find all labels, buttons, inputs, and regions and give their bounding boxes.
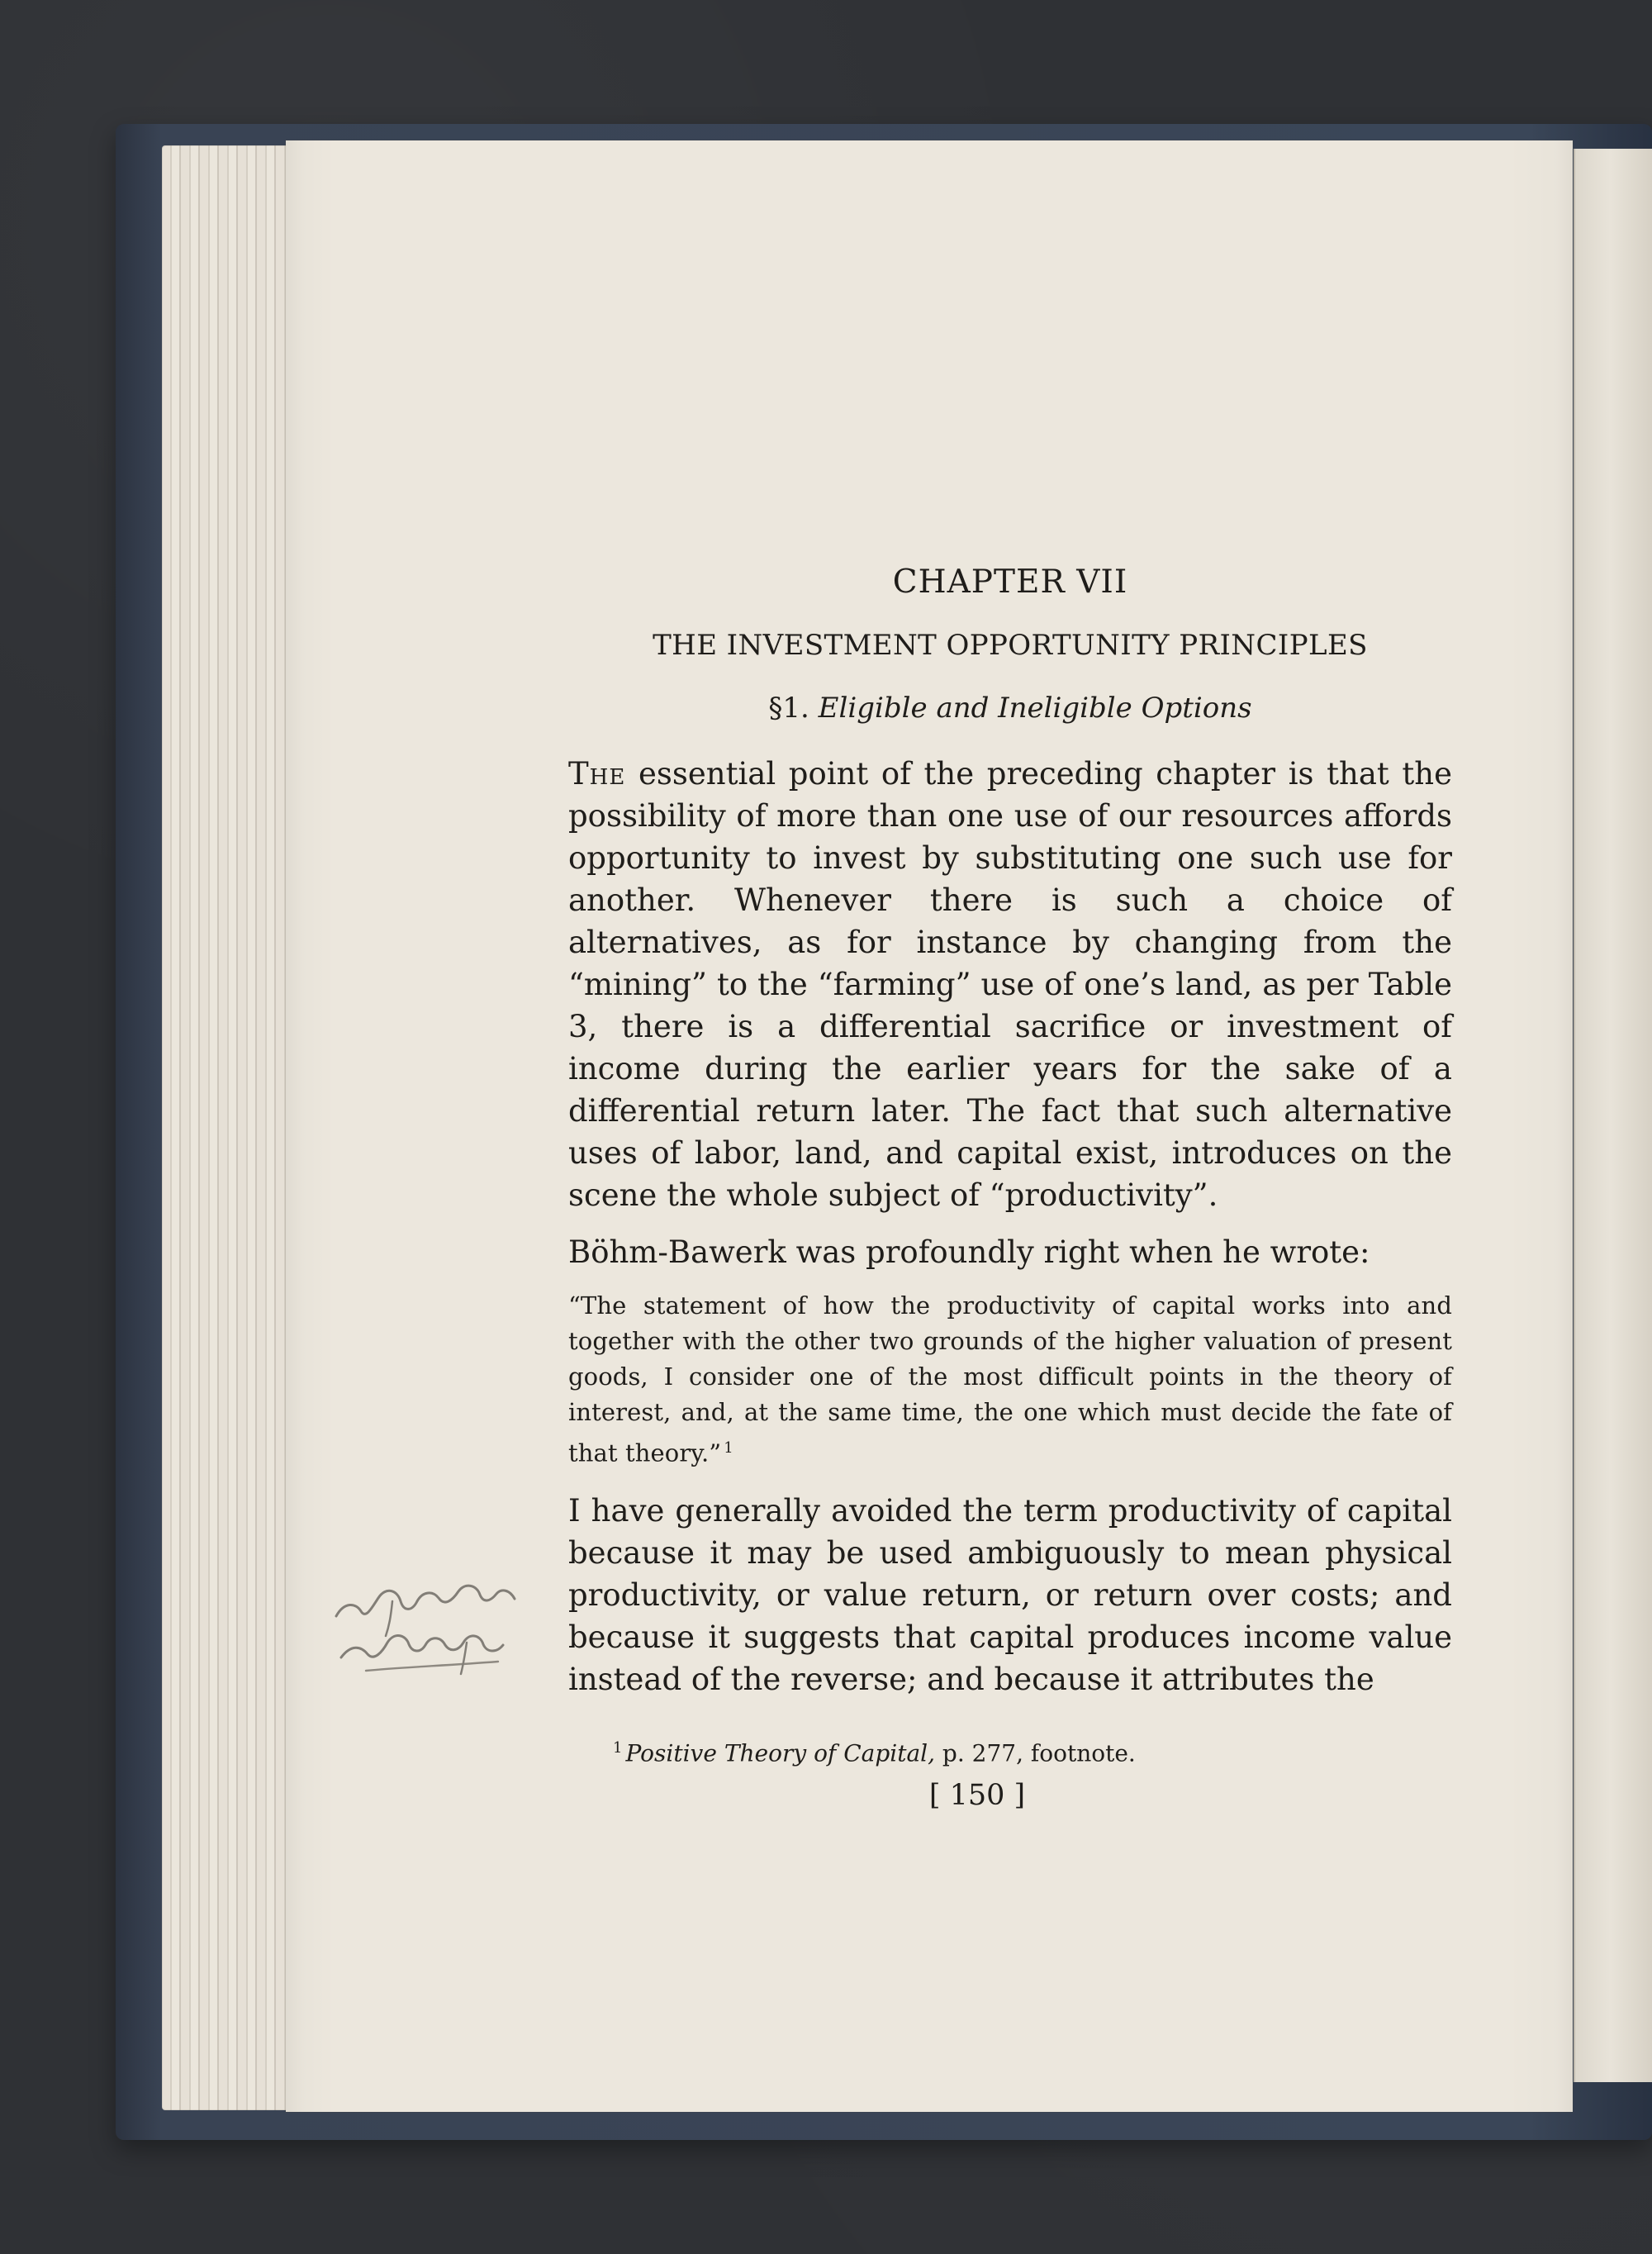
quotation-footnote-reference: 1: [724, 1439, 733, 1457]
annotation-underline: [366, 1662, 498, 1671]
annotation-stroke-2: [341, 1636, 503, 1657]
annotation-descender-2: [461, 1643, 467, 1674]
right-page-edge: [1574, 149, 1652, 2082]
paragraph-2: Böhm-Bawerk was profoundly right when he wrote:: [568, 1234, 1370, 1270]
show-through-line: [1116, 438, 1652, 478]
quotation-text: “The statement of how the productivity of capital works into and together with the other two grounds of the higher valuation of present goods, I consider one of the most difficult points in the theory of interest, and, at the same time, the one which must decide the fate of that theory.”: [568, 1291, 1452, 1467]
paragraph-3: I have generally avoided the term productivity of capital because it may be used ambiguously to mean physical productivity, or value return, or return over costs; and because it suggests that capital produces income value instead of the reverse; and because it attributes the: [568, 1492, 1452, 1697]
section-title: Eligible and Ineligible Options: [818, 692, 1252, 725]
page-content: [568, 564, 1452, 1700]
quotation-block: [568, 1288, 1452, 1472]
footnote: [613, 1739, 1439, 1767]
chapter-subtitle: THE INVESTMENT OPPORTUNITY PRINCIPLES: [653, 629, 1368, 662]
page-number: [ 150 ]: [928, 1779, 1026, 1812]
annotation-descender-1: [386, 1601, 392, 1636]
section-heading: [568, 692, 1452, 725]
footnote-work-title: Positive Theory of Capital,: [625, 1739, 935, 1767]
annotation-stroke-1: [336, 1586, 515, 1616]
paragraph-1: [568, 753, 1452, 1216]
footnote-details: p. 277, footnote.: [935, 1739, 1136, 1767]
show-through-line: [1116, 491, 1652, 530]
chapter-title: CHAPTER VII: [892, 564, 1128, 601]
handwritten-annotation: [326, 1562, 533, 1686]
section-symbol: §1.: [768, 692, 809, 725]
paragraph-1-body: essential point of the preceding chapter is that the possibility of more than one use of our resources affords opportunity to invest by substituting one such use for another. Whenever there is such a choice of alternatives, as for instance by changing from the “mining” to the “farming” use of one’s land, as per Table 3, there is a differential sacrifice or investment of income during the earlier years for the sake of a differential return later. The fact that such alternative uses of labor, land, and capital exist, introduces on the scene the whole subject of “productivity”.: [568, 756, 1452, 1213]
footnote-marker: 1: [613, 1739, 623, 1757]
paragraph-1-lead: The: [568, 756, 626, 792]
